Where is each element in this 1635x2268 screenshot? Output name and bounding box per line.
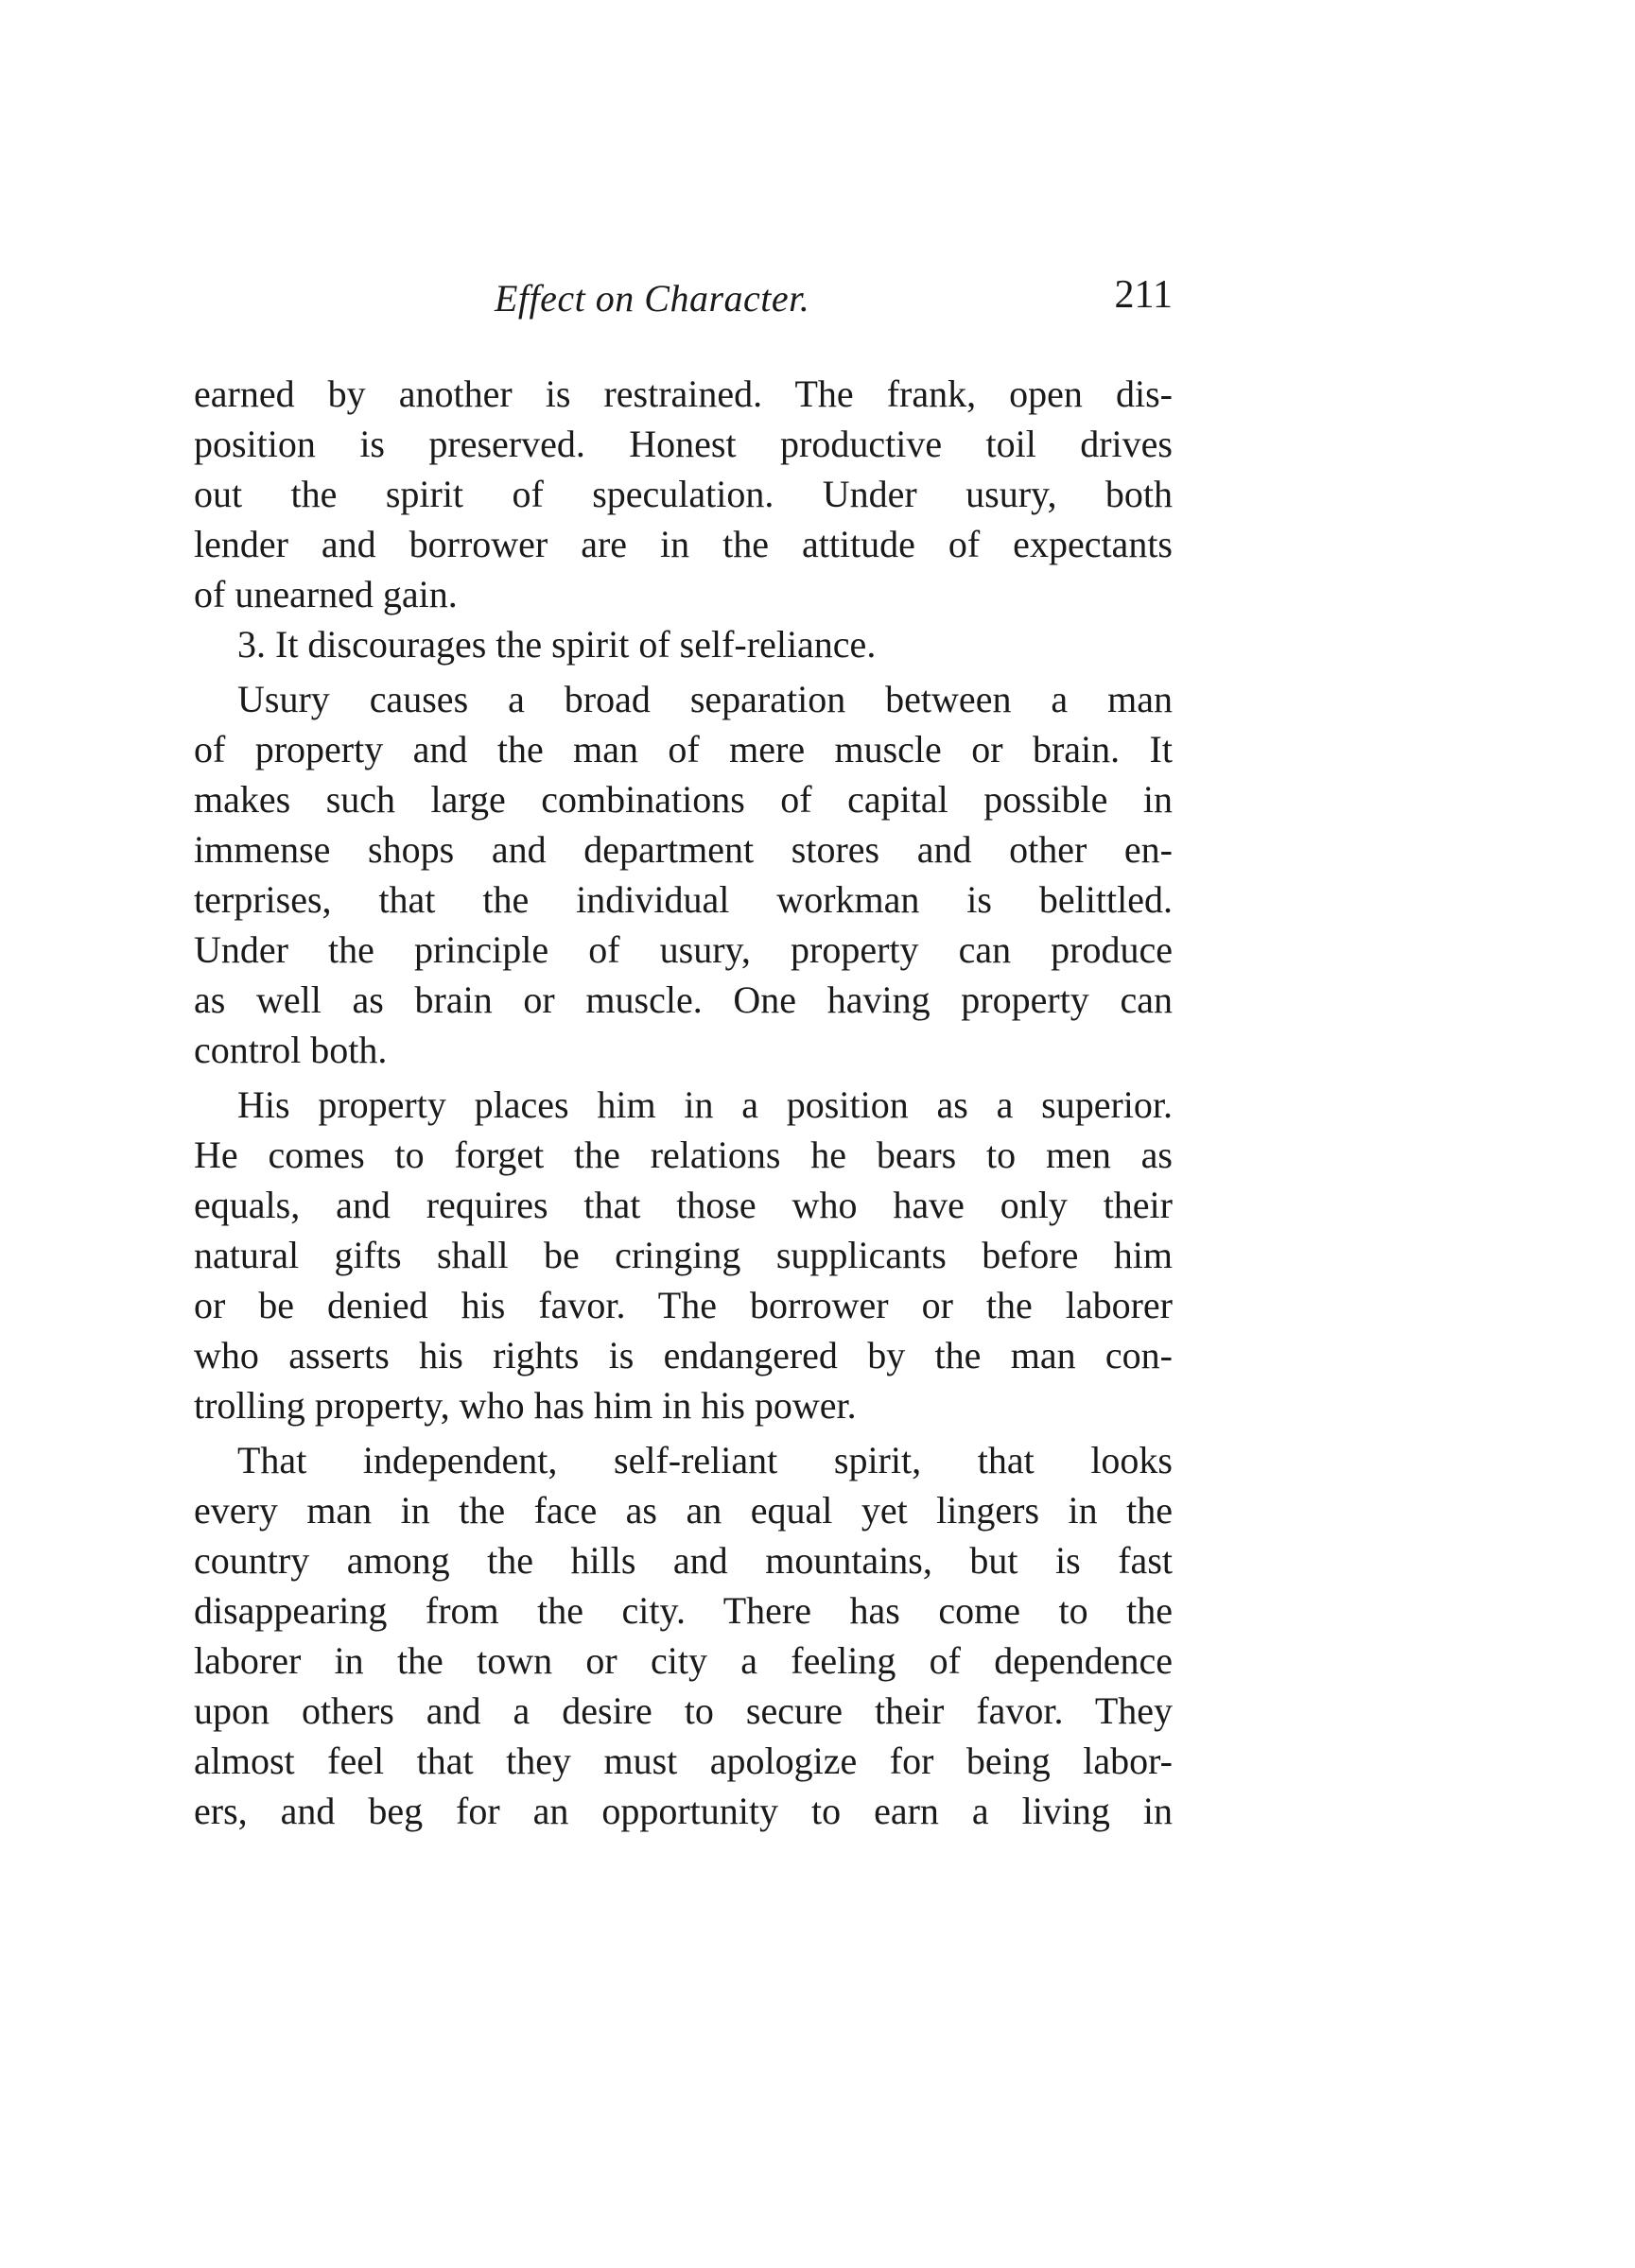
text-line: of property and the man of mere muscle or brain. It [194,728,1173,770]
text-line: upon others and a desire to secure their favor. They [194,1689,1173,1732]
text-line: country among the hills and mountains, but is fast [194,1539,1173,1582]
paragraph-1 [194,369,1173,619]
text-line: 3. It discourages the spirit of self-reliance. [237,623,877,666]
text-line: terprises, that the individual workman is belittled. [194,878,1173,921]
text-line: equals, and requires that those who have only their [194,1184,1173,1226]
body-text [194,369,1173,1836]
text-line: earned by another is restrained. The frank, open dis- [194,372,1173,415]
paragraph-2 [194,619,1173,669]
text-line: control both. [194,1029,388,1071]
text-line: who asserts his rights is endangered by the man con- [194,1334,1173,1376]
text-line: ers, and beg for an opportunity to earn a living in [194,1790,1173,1832]
text-line: makes such large combinations of capital possible in [194,778,1173,821]
text-line: lender and borrower are in the attitude of expectants [194,523,1173,565]
paragraph-3 [194,674,1173,1075]
text-line: That independent, self-reliant spirit, that looks [237,1439,1173,1481]
text-line: natural gifts shall be cringing supplicants before him [194,1234,1173,1276]
text-line: every man in the face as an equal yet lingers in the [194,1489,1173,1532]
text-line: laborer in the town or city a feeling of dependence [194,1639,1173,1682]
text-line: Under the principle of usury, property can produce [194,928,1173,971]
text-line: disappearing from the city. There has come to the [194,1589,1173,1632]
text-line: trolling property, who has him in his power. [194,1384,857,1427]
text-line: immense shops and department stores and other en- [194,828,1173,871]
text-line: His property places him in a position as a superior. [237,1083,1173,1126]
text-line: position is preserved. Honest productive toil drives [194,423,1173,465]
text-line: or be denied his favor. The borrower or the laborer [194,1284,1173,1326]
paragraph-5 [194,1435,1173,1836]
text-line: Usury causes a broad separation between a man [237,678,1173,720]
paragraph-4 [194,1080,1173,1430]
text-line: He comes to forget the relations he bears to men as [194,1134,1173,1176]
text-line: out the spirit of speculation. Under usury, both [194,473,1173,515]
text-line: as well as brain or muscle. One having property can [194,978,1173,1021]
page-number: 211 [1114,273,1173,317]
running-head [194,273,1173,333]
text-line: almost feel that they must apologize for being labor- [194,1740,1173,1782]
text-line: of unearned gain. [194,573,458,615]
running-title: Effect on Character. [495,277,810,320]
